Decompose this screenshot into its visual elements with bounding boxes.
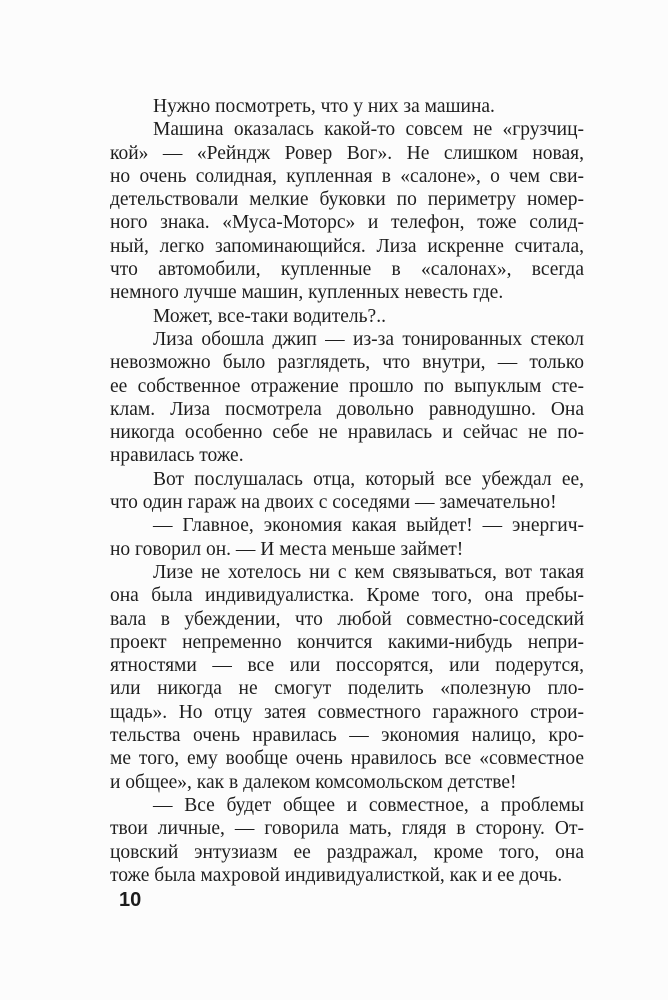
text-line: что один гараж на двоих с соседями — замечательно! xyxy=(110,492,557,514)
text-line: детельствовали мелкие буковки по периметру номер- xyxy=(110,189,584,211)
paragraph xyxy=(110,305,584,328)
text-line: никогда особенно себе не нравилась и сейчас не по- xyxy=(110,422,584,444)
text-line: но очень солидная, купленная в «салоне», о чем сви- xyxy=(110,165,584,187)
paragraph xyxy=(110,468,584,515)
text-line: немного лучше машин, купленных невесть где. xyxy=(110,282,504,304)
text-line: — Главное, экономия какая выйдет! — энергич- xyxy=(153,515,584,537)
text-line: тоже была махровой индивидуалисткой, как и ее дочь. xyxy=(110,864,563,886)
text-line: Вот послушалась отца, который все убеждал ее, xyxy=(153,468,584,490)
text-line: ме того, ему вообще очень нравилось все «совместное xyxy=(110,748,584,770)
text-line: но говорил он. — И места меньше займет! xyxy=(110,538,464,560)
text-line: вала в убеждении, что любой совместно-соседский xyxy=(110,608,584,630)
text-line: проект непременно кончится какими-нибудь непри- xyxy=(110,631,584,653)
paragraph xyxy=(110,794,584,887)
text-line: кой» — «Рейндж Ровер Вог». Не слишком новая, xyxy=(110,142,584,164)
text-line: цовский энтузиазм ее раздражал, кроме того, она xyxy=(110,841,584,863)
text-line: и общее», как в далеком комсомольском детстве! xyxy=(110,771,517,793)
text-line: невозможно было разглядеть, что внутри, — только xyxy=(110,352,584,374)
text-line: ятностями — все или поссорятся, или подерутся, xyxy=(110,655,584,677)
text-line: ее собственное отражение прошло по выпуклым сте- xyxy=(110,375,584,397)
text-line: Может, все-таки водитель?.. xyxy=(153,305,386,327)
paragraph xyxy=(110,118,584,304)
text-line: щадь». Но отцу затея совместного гаражного строи- xyxy=(110,701,584,723)
text-line: или никогда не смогут поделить «полезную пло- xyxy=(110,678,584,700)
text-line: Нужно посмотреть, что у них за машина. xyxy=(153,96,495,117)
text-line: ного знака. «Муса-Моторс» и телефон, тоже солид- xyxy=(110,212,584,234)
text-line: ный, легко запоминающийся. Лиза искренне считала, xyxy=(110,235,584,257)
page-text xyxy=(110,95,584,887)
text-line: — Все будет общее и совместное, а проблемы xyxy=(153,794,584,816)
text-line: Лиза обошла джип — из-за тонированных стекол xyxy=(153,328,584,350)
text-line: что автомобили, купленные в «салонах», всегда xyxy=(110,259,584,281)
paragraph xyxy=(110,328,584,468)
text-line: Машина оказалась какой-то совсем не «грузчиц- xyxy=(153,119,584,141)
paragraph xyxy=(110,95,584,118)
page-number: 10 xyxy=(119,889,142,911)
text-line: тельства очень нравилась — экономия налицо, кро- xyxy=(110,725,584,747)
text-line: клам. Лиза посмотрела довольно равнодушно. Она xyxy=(110,398,584,420)
text-line: Лизе не хотелось ни с кем связываться, вот такая xyxy=(153,561,584,583)
paragraph xyxy=(110,514,584,561)
paragraph xyxy=(110,561,584,794)
text-line: твои личные, — говорила мать, глядя в сторону. От- xyxy=(110,818,584,840)
text-line: нравилась тоже. xyxy=(110,445,244,467)
text-line: она была индивидуалистка. Кроме того, она пребы- xyxy=(110,585,584,607)
